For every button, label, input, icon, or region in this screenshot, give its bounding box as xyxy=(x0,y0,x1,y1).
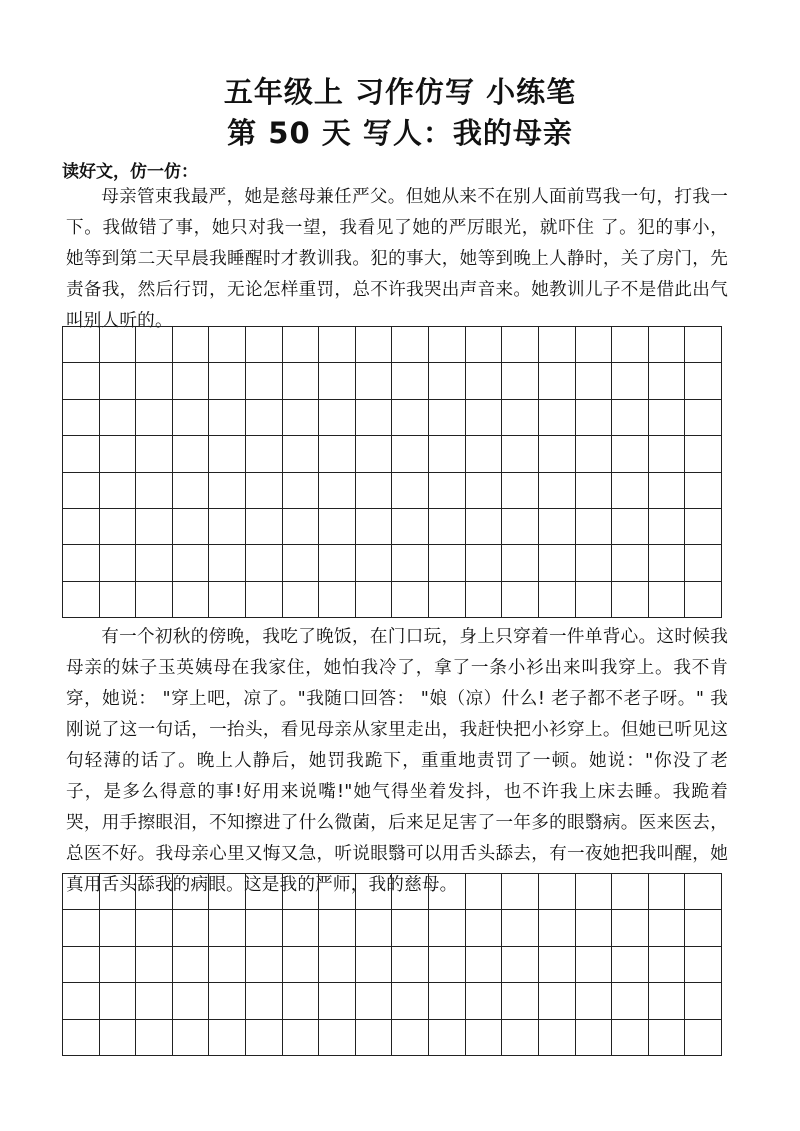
grid-cell[interactable] xyxy=(429,436,466,472)
grid-cell[interactable] xyxy=(502,400,539,436)
grid-cell[interactable] xyxy=(649,1020,686,1056)
grid-cell[interactable] xyxy=(173,327,210,363)
grid-cell[interactable] xyxy=(319,473,356,509)
grid-cell[interactable] xyxy=(429,473,466,509)
grid-cell[interactable] xyxy=(685,582,722,618)
grid-cell[interactable] xyxy=(100,363,137,399)
grid-cell[interactable] xyxy=(319,947,356,983)
grid-cell[interactable] xyxy=(539,400,576,436)
grid-cell[interactable] xyxy=(319,983,356,1019)
grid-cell[interactable] xyxy=(539,436,576,472)
grid-cell[interactable] xyxy=(283,874,320,910)
grid-cell[interactable] xyxy=(576,910,613,946)
writing-grid-1[interactable] xyxy=(62,326,722,618)
grid-cell[interactable] xyxy=(612,947,649,983)
grid-cell[interactable] xyxy=(429,910,466,946)
grid-cell[interactable] xyxy=(209,947,246,983)
grid-cell[interactable] xyxy=(63,363,100,399)
grid-cell[interactable] xyxy=(539,582,576,618)
grid-cell[interactable] xyxy=(466,874,503,910)
grid-cell[interactable] xyxy=(63,327,100,363)
grid-cell[interactable] xyxy=(100,473,137,509)
grid-cell[interactable] xyxy=(356,545,393,581)
grid-cell[interactable] xyxy=(283,1020,320,1056)
grid-cell[interactable] xyxy=(246,473,283,509)
grid-cell[interactable] xyxy=(429,509,466,545)
grid-cell[interactable] xyxy=(356,327,393,363)
grid-cell[interactable] xyxy=(466,910,503,946)
section-heading: 读好文，仿一仿： xyxy=(62,162,198,182)
grid-cell[interactable] xyxy=(685,400,722,436)
grid-cell[interactable] xyxy=(502,874,539,910)
grid-cell[interactable] xyxy=(502,473,539,509)
grid-cell[interactable] xyxy=(209,874,246,910)
grid-cell[interactable] xyxy=(392,910,429,946)
grid-cell[interactable] xyxy=(466,545,503,581)
grid-cell[interactable] xyxy=(63,509,100,545)
grid-cell[interactable] xyxy=(392,327,429,363)
sample-paragraph-2: 有一个初秋的傍晚，我吃了晚饭，在门口玩，身上只穿着一件单背心。这时候我母亲的妹子玉英姨母在我家住，她怕我冷了，拿了一条小衫出来叫我穿上。我不肯穿，她说： "穿上吧，凉了。"我随口回答： "娘（凉）什么! 老子都不老子呀。" 我刚说了这一句话，一抬头，看见母亲从家里走出，我赶快把小衫穿上。但她已听见这句轻薄的话了。晚上人静后，她罚我跪下，重重地责罚了一顿。她说："你没了老子，是多么得意的事!好用来说嘴!"她气得坐着发抖，也不许我上床去睡。我跪着哭，用手擦眼泪，不知擦进了什么微菌，后来足足害了一年多的眼翳病。医来医去，总医不好。我母亲心里又悔又急，听说眼翳可以用舌头舔去，有一夜她把我叫醒，她真用舌头舔我的病眼。这是我的严师，我的慈母。 xyxy=(66,627,728,895)
grid-cell[interactable] xyxy=(173,983,210,1019)
grid-cell[interactable] xyxy=(392,545,429,581)
grid-cell[interactable] xyxy=(502,545,539,581)
grid-cell[interactable] xyxy=(612,582,649,618)
grid-cell[interactable] xyxy=(209,436,246,472)
grid-cell[interactable] xyxy=(356,582,393,618)
grid-cell[interactable] xyxy=(173,1020,210,1056)
grid-cell[interactable] xyxy=(685,327,722,363)
grid-cell[interactable] xyxy=(576,1020,613,1056)
grid-cell[interactable] xyxy=(576,473,613,509)
grid-cell[interactable] xyxy=(685,1020,722,1056)
grid-cell[interactable] xyxy=(246,1020,283,1056)
grid-cell[interactable] xyxy=(539,473,576,509)
grid-cell[interactable] xyxy=(173,400,210,436)
grid-cell[interactable] xyxy=(649,874,686,910)
grid-cell[interactable] xyxy=(209,400,246,436)
grid-cell[interactable] xyxy=(466,1020,503,1056)
grid-cell[interactable] xyxy=(173,910,210,946)
grid-cell[interactable] xyxy=(466,363,503,399)
grid-cell[interactable] xyxy=(63,545,100,581)
grid-cell[interactable] xyxy=(209,509,246,545)
grid-cell[interactable] xyxy=(612,983,649,1019)
grid-cell[interactable] xyxy=(466,327,503,363)
grid-cell[interactable] xyxy=(612,363,649,399)
grid-cell[interactable] xyxy=(100,509,137,545)
grid-cell[interactable] xyxy=(319,910,356,946)
grid-cell[interactable] xyxy=(136,947,173,983)
grid-cell[interactable] xyxy=(356,400,393,436)
grid-cell[interactable] xyxy=(685,473,722,509)
grid-cell[interactable] xyxy=(100,1020,137,1056)
grid-cell[interactable] xyxy=(63,1020,100,1056)
grid-cell[interactable] xyxy=(246,910,283,946)
grid-cell[interactable] xyxy=(649,582,686,618)
grid-cell[interactable] xyxy=(429,400,466,436)
grid-cell[interactable] xyxy=(246,983,283,1019)
grid-cell[interactable] xyxy=(576,436,613,472)
sample-paragraph-1: 母亲管束我最严，她是慈母兼任严父。但她从来不在别人面前骂我一句，打我一下。我做错了事，她只对我一望，我看见了她的严厉眼光，就吓住 了。犯的事小，她等到第二天早晨我睡醒时才教训我。犯的事大，她等到晚上人静时，关了房门，先责备我，然后行罚，无论怎样重罚，总不许我哭出声音来。她教训儿子不是借此出气叫别人听的。 xyxy=(66,187,728,331)
grid-cell[interactable] xyxy=(136,436,173,472)
grid-cell[interactable] xyxy=(502,947,539,983)
grid-cell[interactable] xyxy=(502,509,539,545)
grid-cell[interactable] xyxy=(283,400,320,436)
grid-cell[interactable] xyxy=(173,874,210,910)
grid-cell[interactable] xyxy=(429,947,466,983)
grid-cell[interactable] xyxy=(576,983,613,1019)
grid-cell[interactable] xyxy=(136,582,173,618)
grid-cell[interactable] xyxy=(612,545,649,581)
grid-cell[interactable] xyxy=(466,436,503,472)
grid-cell[interactable] xyxy=(392,983,429,1019)
grid-cell[interactable] xyxy=(63,947,100,983)
grid-cell[interactable] xyxy=(136,473,173,509)
grid-cell[interactable] xyxy=(649,400,686,436)
grid-cell[interactable] xyxy=(685,947,722,983)
grid-cell[interactable] xyxy=(685,874,722,910)
grid-cell[interactable] xyxy=(466,947,503,983)
grid-cell[interactable] xyxy=(392,1020,429,1056)
grid-cell[interactable] xyxy=(209,327,246,363)
grid-cell[interactable] xyxy=(246,327,283,363)
grid-cell[interactable] xyxy=(209,545,246,581)
grid-cell[interactable] xyxy=(356,1020,393,1056)
grid-cell[interactable] xyxy=(429,363,466,399)
grid-cell[interactable] xyxy=(63,910,100,946)
grid-cell[interactable] xyxy=(429,874,466,910)
grid-cell[interactable] xyxy=(319,436,356,472)
grid-cell[interactable] xyxy=(63,874,100,910)
grid-cell[interactable] xyxy=(502,582,539,618)
grid-cell[interactable] xyxy=(612,327,649,363)
grid-cell[interactable] xyxy=(246,874,283,910)
grid-cell[interactable] xyxy=(173,545,210,581)
grid-cell[interactable] xyxy=(356,363,393,399)
grid-cell[interactable] xyxy=(63,473,100,509)
grid-cell[interactable] xyxy=(612,1020,649,1056)
grid-cell[interactable] xyxy=(100,327,137,363)
grid-cell[interactable] xyxy=(576,545,613,581)
grid-cell[interactable] xyxy=(100,947,137,983)
grid-cell[interactable] xyxy=(429,983,466,1019)
grid-cell[interactable] xyxy=(209,910,246,946)
grid-cell[interactable] xyxy=(502,983,539,1019)
grid-cell[interactable] xyxy=(685,363,722,399)
grid-cell[interactable] xyxy=(502,910,539,946)
grid-cell[interactable] xyxy=(100,874,137,910)
grid-cell[interactable] xyxy=(685,910,722,946)
grid-cell[interactable] xyxy=(356,983,393,1019)
grid-cell[interactable] xyxy=(63,436,100,472)
grid-cell[interactable] xyxy=(173,509,210,545)
grid-cell[interactable] xyxy=(100,582,137,618)
grid-cell[interactable] xyxy=(246,509,283,545)
grid-cell[interactable] xyxy=(283,436,320,472)
grid-cell[interactable] xyxy=(576,363,613,399)
grid-cell[interactable] xyxy=(319,327,356,363)
grid-cell[interactable] xyxy=(539,874,576,910)
grid-cell[interactable] xyxy=(576,947,613,983)
grid-cell[interactable] xyxy=(612,400,649,436)
grid-cell[interactable] xyxy=(319,582,356,618)
grid-cell[interactable] xyxy=(246,436,283,472)
grid-cell[interactable] xyxy=(612,473,649,509)
grid-cell[interactable] xyxy=(136,910,173,946)
grid-cell[interactable] xyxy=(100,400,137,436)
grid-cell[interactable] xyxy=(356,947,393,983)
grid-cell[interactable] xyxy=(136,874,173,910)
grid-cell[interactable] xyxy=(209,582,246,618)
grid-cell[interactable] xyxy=(136,983,173,1019)
grid-cell[interactable] xyxy=(539,910,576,946)
grid-cell[interactable] xyxy=(649,363,686,399)
writing-grid-2[interactable] xyxy=(62,873,722,1056)
grid-cell[interactable] xyxy=(649,327,686,363)
grid-cell[interactable] xyxy=(466,582,503,618)
grid-cell[interactable] xyxy=(612,910,649,946)
grid-cell[interactable] xyxy=(539,327,576,363)
grid-cell[interactable] xyxy=(539,545,576,581)
grid-cell[interactable] xyxy=(63,400,100,436)
grid-cell[interactable] xyxy=(685,545,722,581)
grid-cell[interactable] xyxy=(173,947,210,983)
grid-cell[interactable] xyxy=(649,910,686,946)
grid-cell[interactable] xyxy=(319,363,356,399)
grid-cell[interactable] xyxy=(136,400,173,436)
grid-cell[interactable] xyxy=(283,363,320,399)
grid-cell[interactable] xyxy=(466,983,503,1019)
grid-cell[interactable] xyxy=(539,983,576,1019)
grid-cell[interactable] xyxy=(283,509,320,545)
grid-cell[interactable] xyxy=(100,983,137,1019)
grid-cell[interactable] xyxy=(283,473,320,509)
grid-cell[interactable] xyxy=(356,910,393,946)
grid-cell[interactable] xyxy=(612,509,649,545)
grid-cell[interactable] xyxy=(283,983,320,1019)
grid-cell[interactable] xyxy=(100,910,137,946)
grid-cell[interactable] xyxy=(136,509,173,545)
grid-cell[interactable] xyxy=(539,1020,576,1056)
grid-cell[interactable] xyxy=(173,473,210,509)
grid-cell[interactable] xyxy=(502,436,539,472)
grid-cell[interactable] xyxy=(429,1020,466,1056)
page-title: 五年级上 习作仿写 小练笔 xyxy=(223,75,577,109)
grid-cell[interactable] xyxy=(649,947,686,983)
grid-cell[interactable] xyxy=(63,582,100,618)
grid-cell[interactable] xyxy=(173,363,210,399)
grid-cell[interactable] xyxy=(136,545,173,581)
grid-cell[interactable] xyxy=(649,545,686,581)
grid-cell[interactable] xyxy=(209,1020,246,1056)
grid-cell[interactable] xyxy=(539,509,576,545)
grid-cell[interactable] xyxy=(685,509,722,545)
grid-cell[interactable] xyxy=(392,473,429,509)
grid-cell[interactable] xyxy=(576,874,613,910)
grid-cell[interactable] xyxy=(136,363,173,399)
grid-cell[interactable] xyxy=(319,874,356,910)
grid-cell[interactable] xyxy=(283,947,320,983)
grid-cell[interactable] xyxy=(136,327,173,363)
grid-cell[interactable] xyxy=(612,874,649,910)
grid-cell[interactable] xyxy=(392,947,429,983)
grid-cell[interactable] xyxy=(685,436,722,472)
grid-cell[interactable] xyxy=(429,545,466,581)
grid-cell[interactable] xyxy=(209,473,246,509)
grid-cell[interactable] xyxy=(466,509,503,545)
grid-cell[interactable] xyxy=(392,582,429,618)
grid-cell[interactable] xyxy=(173,436,210,472)
grid-cell[interactable] xyxy=(576,582,613,618)
grid-cell[interactable] xyxy=(502,363,539,399)
grid-cell[interactable] xyxy=(283,910,320,946)
grid-cell[interactable] xyxy=(173,582,210,618)
grid-cell[interactable] xyxy=(539,947,576,983)
grid-cell[interactable] xyxy=(356,436,393,472)
grid-cell[interactable] xyxy=(319,509,356,545)
grid-cell[interactable] xyxy=(283,545,320,581)
grid-cell[interactable] xyxy=(612,436,649,472)
grid-cell[interactable] xyxy=(502,327,539,363)
grid-cell[interactable] xyxy=(100,436,137,472)
grid-cell[interactable] xyxy=(576,400,613,436)
grid-cell[interactable] xyxy=(649,983,686,1019)
grid-cell[interactable] xyxy=(576,509,613,545)
grid-cell[interactable] xyxy=(649,436,686,472)
grid-cell[interactable] xyxy=(576,327,613,363)
grid-cell[interactable] xyxy=(319,400,356,436)
grid-cell[interactable] xyxy=(100,545,137,581)
grid-cell[interactable] xyxy=(209,363,246,399)
grid-cell[interactable] xyxy=(246,400,283,436)
grid-cell[interactable] xyxy=(246,947,283,983)
grid-cell[interactable] xyxy=(392,400,429,436)
grid-cell[interactable] xyxy=(685,983,722,1019)
grid-cell[interactable] xyxy=(246,582,283,618)
grid-cell[interactable] xyxy=(283,327,320,363)
grid-cell[interactable] xyxy=(356,874,393,910)
grid-cell[interactable] xyxy=(649,509,686,545)
grid-cell[interactable] xyxy=(649,473,686,509)
grid-cell[interactable] xyxy=(209,983,246,1019)
grid-cell[interactable] xyxy=(429,582,466,618)
grid-cell[interactable] xyxy=(539,363,576,399)
grid-cell[interactable] xyxy=(429,327,466,363)
grid-cell[interactable] xyxy=(466,473,503,509)
grid-cell[interactable] xyxy=(392,874,429,910)
grid-cell[interactable] xyxy=(356,473,393,509)
grid-cell[interactable] xyxy=(392,363,429,399)
page-subtitle: 第 50 天 写人：我的母亲 xyxy=(227,116,573,150)
grid-cell[interactable] xyxy=(246,545,283,581)
grid-cell[interactable] xyxy=(63,983,100,1019)
grid-cell[interactable] xyxy=(283,582,320,618)
grid-cell[interactable] xyxy=(319,545,356,581)
grid-cell[interactable] xyxy=(502,1020,539,1056)
grid-cell[interactable] xyxy=(136,1020,173,1056)
grid-cell[interactable] xyxy=(246,363,283,399)
grid-cell[interactable] xyxy=(356,509,393,545)
grid-cell[interactable] xyxy=(466,400,503,436)
grid-cell[interactable] xyxy=(392,509,429,545)
grid-cell[interactable] xyxy=(319,1020,356,1056)
grid-cell[interactable] xyxy=(392,436,429,472)
